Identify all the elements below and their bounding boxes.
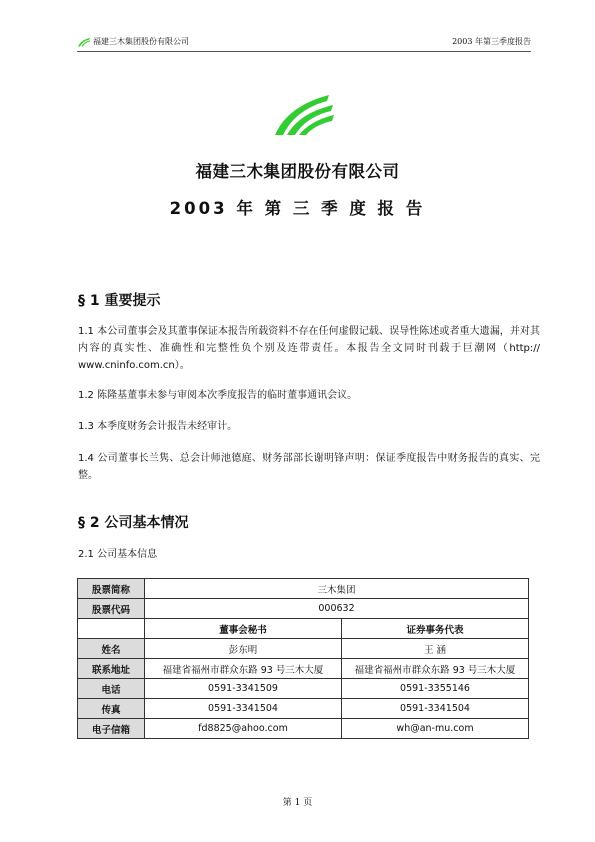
sanmu-logo-icon <box>273 93 335 137</box>
table-blank-cell <box>78 619 145 639</box>
paragraph-1-3: 1.3 本季度财务会计报告未经审计。 <box>78 421 238 432</box>
stock-name-value: 三木集团 <box>145 579 529 599</box>
rep-value: 0591-3341504 <box>342 699 529 719</box>
column-header-securities-rep: 证券事务代表 <box>342 619 529 639</box>
stock-code-value: 000632 <box>145 599 529 619</box>
paragraph-1-1: 1.1 本公司董事会及其董事保证本报告所载资料不存在任何虚假记载、误导性陈述或者重大遗漏，并对其内容的真实性、准确性和完整性负个别及连带责任。本报告全文同时刊载于巨潮网（http:// www.cninfo.com.cn）。 <box>78 326 540 371</box>
secretary-value: 0591-3341504 <box>145 699 342 719</box>
rep-value: 王 涵 <box>342 639 529 659</box>
document-company-title: 福建三木集团股份有限公司 <box>195 162 400 181</box>
page-number: 第 1 页 <box>282 798 313 808</box>
table-row <box>78 699 529 719</box>
stock-code-label: 股票代码 <box>78 599 145 619</box>
company-logo <box>273 93 335 141</box>
page-header <box>77 35 531 52</box>
table-row <box>78 579 529 599</box>
row-label: 传真 <box>78 699 145 719</box>
header-report-name: 2003 年第三季度报告 <box>452 37 531 46</box>
rep-value: 0591-3355146 <box>342 679 529 699</box>
rep-value: wh@an-mu.com <box>342 719 529 739</box>
column-header-secretary: 董事会秘书 <box>145 619 342 639</box>
row-label: 电子信箱 <box>78 719 145 739</box>
document-report-title: 2003 年 第 三 季 度 报 告 <box>169 199 426 218</box>
stock-name-label: 股票简称 <box>78 579 145 599</box>
company-logo-small-icon <box>77 37 91 47</box>
paragraph-1-2: 1.2 陈隆基董事未参与审阅本次季度报告的临时董事通讯会议。 <box>78 390 358 401</box>
paragraph-1-4: 1.4 公司董事长兰隽、总会计师池德庭、财务部部长谢明锋声明：保证季度报告中财务报告的真实、完整。 <box>78 453 540 481</box>
row-label: 姓名 <box>78 639 145 659</box>
header-company-name: 福建三木集团股份有限公司 <box>93 37 189 46</box>
section-2-1-subtitle: 2.1 公司基本信息 <box>78 549 158 560</box>
secretary-value: 彭东明 <box>145 639 342 659</box>
rep-value: 福建省福州市群众东路 93 号三木大厦 <box>342 659 529 679</box>
table-row <box>78 639 529 659</box>
table-row <box>78 599 529 619</box>
secretary-value: fd8825@ahoo.com <box>145 719 342 739</box>
section-1-title: § 1 重要提示 <box>78 293 161 309</box>
company-info-table <box>77 578 529 739</box>
secretary-value: 0591-3341509 <box>145 679 342 699</box>
table-row <box>78 619 529 639</box>
row-label: 联系地址 <box>78 659 145 679</box>
table-row <box>78 719 529 739</box>
row-label: 电话 <box>78 679 145 699</box>
section-2-title: § 2 公司基本情况 <box>78 515 189 531</box>
secretary-value: 福建省福州市群众东路 93 号三木大厦 <box>145 659 342 679</box>
table-row <box>78 679 529 699</box>
table-row <box>78 659 529 679</box>
